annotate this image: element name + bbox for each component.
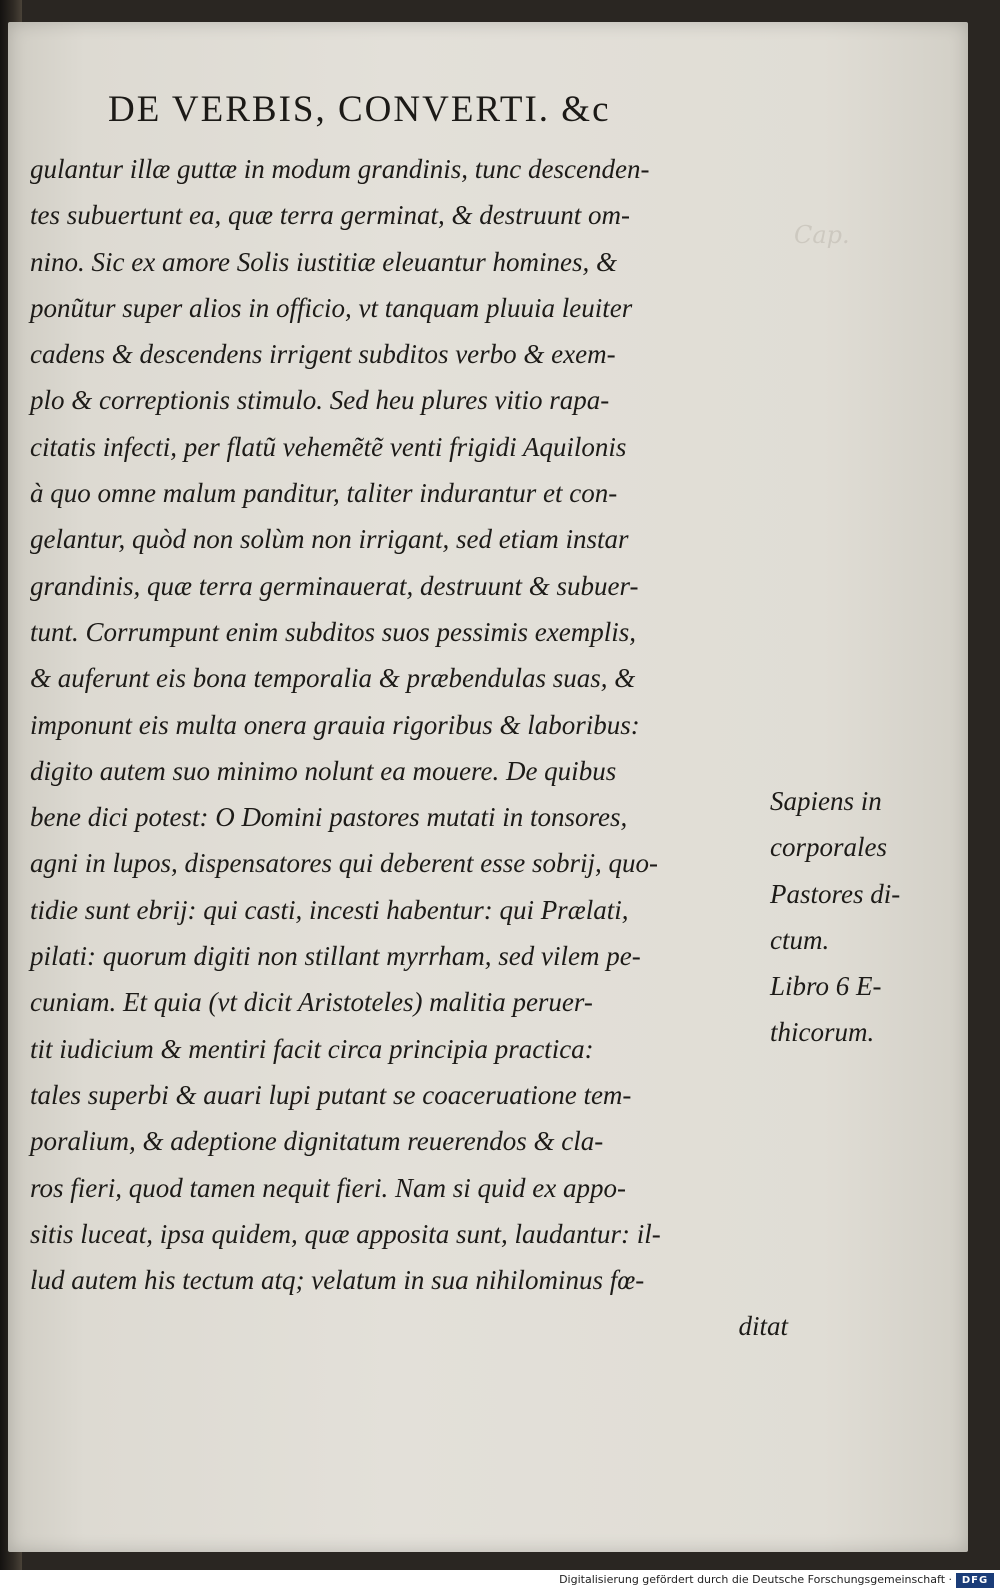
text-line: tunt. Corrumpunt enim subditos suos pessimis exemplis, [30,616,637,647]
text-line: cadens & descendens irrigent subditos verbo & exem- [30,339,616,370]
text-line: agni in lupos, dispensatores qui deberent esse sobrij, quo- [30,848,658,879]
text-line: tidie sunt ebrij: qui casti, incesti habentur: qui Prælati, [30,894,629,925]
main-text-block [30,146,790,1350]
margin-note-line: Pastores di- [770,878,901,909]
running-head: DE VERBIS, CONVERTI. &c [108,89,611,130]
margin-note-line: ctum. [770,924,830,955]
text-line: gulantur illæ guttæ in modum grandinis, tunc descenden- [30,154,650,184]
text-line: imponunt eis multa onera grauia rigoribus & laboribus: [30,709,640,740]
text-line: pilati: quorum digiti non stillant myrrham, sed vilem pe- [30,941,641,972]
catchword: ditat [738,1311,788,1342]
text-line: tes subuertunt ea, quæ terra germinat, & destruunt om- [30,200,630,231]
margin-note-line: Sapiens in [770,786,882,816]
book-page [8,22,968,1552]
margin-note-line: thicorum. [770,1017,875,1048]
text-line: bene dici potest: O Domini pastores mutati in tonsores, [30,802,628,833]
margin-note-line: corporales [770,832,887,863]
text-line: citatis infecti, per flatũ vehemẽtẽ venti frigidi Aquilonis [30,431,627,462]
text-line: cuniam. Et quia (vt dicit Aristoteles) malitia peruer- [30,987,593,1018]
text-line: ponũtur super alios in officio, vt tanquam pluuia leuiter [30,292,633,323]
digitization-footer [0,1570,1000,1593]
text-line: digito autem suo minimo nolunt ea mouere. De quibus [30,755,617,786]
text-line: plo & correptionis stimulo. Sed heu plures vitio rapa- [30,385,610,416]
funding-credit: Digitalisierung gefördert durch die Deutsche Forschungsgemeinschaft · [559,1573,952,1586]
text-line: ros fieri, quod tamen nequit fieri. Nam si quid ex appo- [30,1172,626,1203]
text-line: nino. Sic ex amore Solis iustitiæ eleuantur homines, & [30,246,617,277]
margin-note-line: Libro 6 E- [770,971,882,1002]
show-through-text: Cap. [794,221,850,249]
text-line: à quo omne malum panditur, taliter indurantur et con- [30,478,618,509]
text-line: tales superbi & auari lupi putant se coaceruatione tem- [30,1079,632,1110]
marginal-notes [770,778,950,1056]
text-line: poralium, & adeptione dignitatum reuerendos & cla- [30,1126,604,1157]
text-line: & auferunt eis bona temporalia & præbendulas suas, & [30,663,636,694]
text-line: tit iudicium & mentiri facit circa principia practica: [30,1033,594,1064]
text-line: grandinis, quæ terra germinauerat, destruunt & subuer- [30,570,639,601]
text-line: gelantur, quòd non solùm non irrigant, sed etiam instar [30,524,629,555]
text-line: sitis luceat, ipsa quidem, quæ apposita sunt, laudantur: il- [30,1218,661,1249]
dfg-logo: DFG [956,1573,994,1588]
text-line: lud autem his tectum atq; velatum in sua nihilominus fœ- [30,1265,645,1296]
